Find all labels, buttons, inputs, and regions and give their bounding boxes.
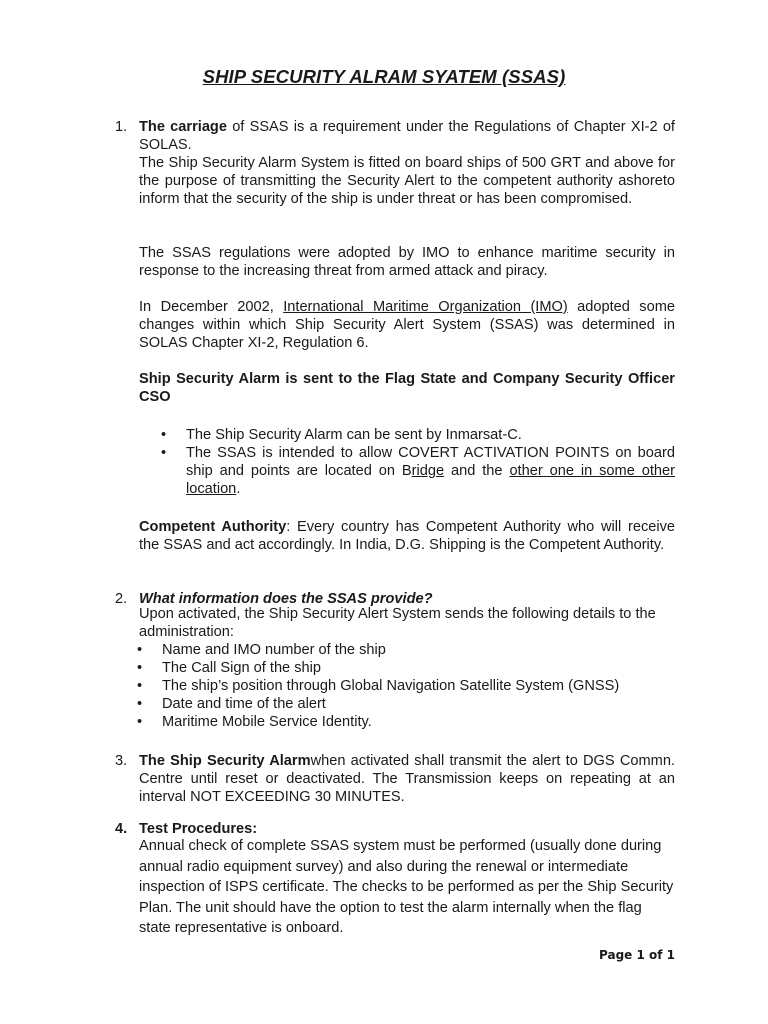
bullet2-other-location: other one in some other location bbox=[186, 463, 675, 497]
bullet2-mid: and the bbox=[444, 463, 510, 479]
list-item: • Maritime Mobile Service Identity. bbox=[162, 713, 675, 731]
list-item: • Date and time of the alert bbox=[162, 695, 675, 713]
carriage-text: of SSAS is a requirement under the Regulations of Chapter XI-2 of SOLAS. bbox=[139, 119, 675, 153]
competent-authority-text: : Every country has Competent Authority who will receive the SSAS and act accordingly. In India, D.G. Shipping is the Competent Authority. bbox=[139, 519, 676, 553]
section-3-text: when activated shall transmit the alert to DGS Commn. Centre until reset or deactivated. The Transmission keeps on repeating at an interval NOT EXCEEDING 30 MINUTES. bbox=[139, 753, 675, 805]
section-1-flag-state-heading bbox=[139, 370, 675, 406]
flag-state-bold: Ship Security Alarm is sent to the Flag State and Company Security Officer CSO bbox=[139, 371, 675, 405]
bullet2-post: . bbox=[236, 481, 241, 497]
page-number: Page 1 of 1 bbox=[599, 948, 675, 962]
section-2-bullet-list bbox=[162, 641, 675, 731]
section-1-regulations-paragraph: The SSAS regulations were adopted by IMO to enhance maritime security in response to the increasing threat from armed attack and piracy. bbox=[139, 245, 675, 279]
bullet2-bridge: ridge bbox=[411, 463, 445, 479]
section-4-heading-text: Test Procedures: bbox=[139, 821, 258, 837]
section-1-competent-authority-paragraph bbox=[139, 518, 675, 554]
list-item: • The Ship Security Alarm can be sent by Inmarsat-C. bbox=[186, 426, 675, 444]
section-2-number: 2. bbox=[115, 591, 128, 607]
section-1-number: 1. bbox=[115, 119, 128, 135]
section-4-body: Annual check of complete SSAS system must be performed (usually done during annual radio equipment survey) and also during the renewal or intermediate inspection of ISPS certificate. The checks to be performed as per the Ship Security Plan. The unit should have the option to test the alarm internally when the flag state representative is onboard. bbox=[139, 838, 674, 936]
section-1-bullet-list bbox=[186, 426, 675, 498]
competent-authority-bold: Competent Authority bbox=[139, 519, 287, 535]
section-3-bold: The Ship Security Alarm bbox=[139, 753, 311, 769]
december-post: adopted some changes within which Ship Security Alert System (SSAS) was determined in SOLAS Chapter XI-2, Regulation 6. bbox=[139, 299, 675, 351]
section-1-fitted-paragraph: The Ship Security Alarm System is fitted on board ships of 500 GRT and above for the purpose of transmitting the Security Alert to the competent authority ashoreto inform that the security of the ship is under threat or has been compromised. bbox=[139, 155, 675, 207]
section-1-december-paragraph bbox=[139, 298, 675, 352]
section-4-number: 4. bbox=[115, 821, 128, 837]
section-3-number: 3. bbox=[115, 753, 128, 769]
section-1-carriage-paragraph bbox=[139, 118, 675, 154]
list-item bbox=[186, 444, 675, 498]
document-title: SHIP SECURITY ALRAM SYATEM (SSAS) bbox=[202, 66, 566, 87]
imo-link[interactable]: International Maritime Organization (IMO) bbox=[283, 299, 568, 315]
section-2-heading-text: What information does the SSAS provide? bbox=[139, 591, 433, 607]
december-pre: In December 2002, bbox=[139, 299, 284, 315]
list-item: • The Call Sign of the ship bbox=[162, 659, 675, 677]
section-2-intro: Upon activated, the Ship Security Alert System sends the following details to the administration: bbox=[139, 606, 656, 640]
carriage-bold: The carriage bbox=[139, 119, 227, 135]
section-3-paragraph bbox=[139, 752, 675, 806]
list-item: • Name and IMO number of the ship bbox=[162, 641, 675, 659]
bullet2-pre: The SSAS is intended to allow COVERT ACTIVATION POINTS on board ship and points are located on B bbox=[186, 445, 675, 479]
list-item: • The ship’s position through Global Navigation Satellite System (GNSS) bbox=[162, 677, 675, 695]
